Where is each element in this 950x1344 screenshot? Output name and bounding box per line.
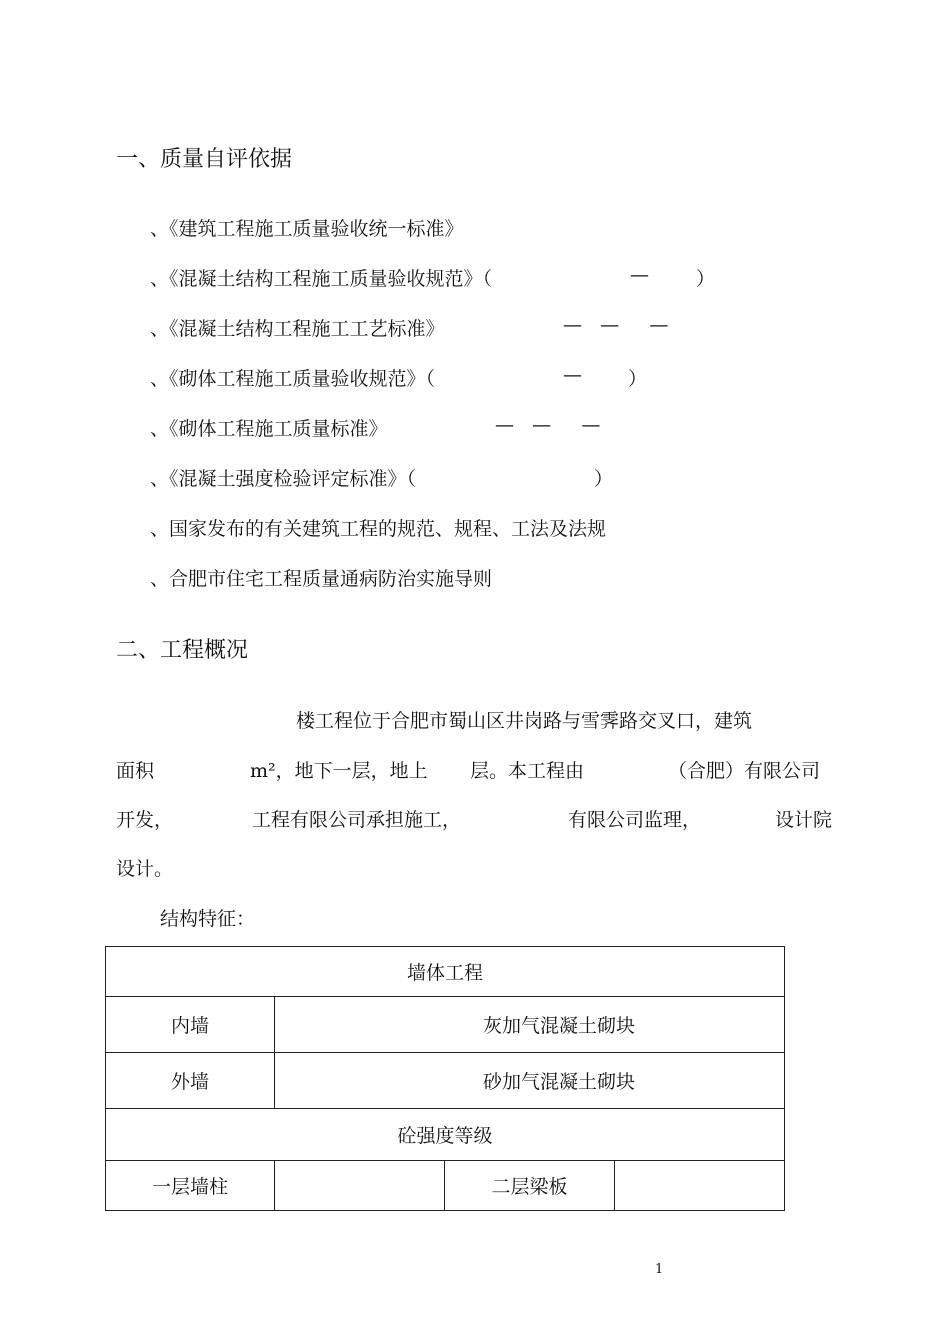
basis-item-4-dash: — bbox=[563, 364, 582, 386]
basis-item-4: 、《砌体工程施工质量验收规范》（ bbox=[150, 368, 436, 390]
floor2-beam-slab-label: 二层梁板 bbox=[445, 1161, 615, 1211]
section-1-title: 一、质量自评依据 bbox=[116, 147, 293, 172]
outer-wall-label: 外墙 bbox=[106, 1053, 275, 1109]
basis-item-3: 、《混凝土结构工程施工工艺标准》 bbox=[150, 318, 445, 340]
table-row bbox=[106, 997, 785, 1053]
basis-item-2: 、《混凝土结构工程施工质量验收规范》（ bbox=[150, 268, 493, 290]
page-number: 1 bbox=[655, 1262, 664, 1277]
concrete-grade-header-cell: 砼强度等级 bbox=[106, 1109, 785, 1161]
basis-item-5-dashes: — — — bbox=[495, 414, 601, 436]
overview-line-3-a: 开发， bbox=[116, 809, 174, 831]
overview-line-3-c: 有限公司监理， bbox=[568, 809, 702, 831]
overview-line-4: 设计。 bbox=[116, 858, 174, 880]
wall-header-cell: 墙体工程 bbox=[106, 947, 785, 997]
basis-item-2-dash: — bbox=[630, 264, 649, 286]
basis-item-2-close: ） bbox=[696, 268, 716, 290]
basis-item-7: 、国家发布的有关建筑工程的规范、规程、工法及法规 bbox=[150, 518, 607, 540]
overview-line-2-d: （合肥）有限公司 bbox=[668, 760, 821, 782]
table-row bbox=[106, 947, 785, 997]
overview-line-3-d: 设计院 bbox=[775, 809, 833, 831]
structure-label: 结构特征： bbox=[160, 908, 256, 930]
basis-item-6-close: ） bbox=[594, 468, 614, 490]
overview-line-3-b: 工程有限公司承担施工， bbox=[252, 809, 462, 831]
table-row bbox=[106, 1053, 785, 1109]
basis-item-5: 、《砌体工程施工质量标准》 bbox=[150, 418, 388, 440]
table-row bbox=[106, 1109, 785, 1161]
overview-line-2-a: 面积 bbox=[116, 760, 155, 782]
floor1-wall-column-label: 一层墙柱 bbox=[106, 1161, 275, 1211]
overview-line-1: 楼工程位于合肥市蜀山区井岗路与雪霁路交叉口，建筑 bbox=[296, 710, 753, 732]
basis-item-4-close: ） bbox=[628, 368, 648, 390]
table-row bbox=[106, 1161, 785, 1211]
floor2-beam-slab-value bbox=[615, 1161, 785, 1211]
floor1-wall-column-value bbox=[275, 1161, 445, 1211]
overview-line-2-b: m²，地下一层，地上 bbox=[250, 760, 428, 782]
inner-wall-label: 内墙 bbox=[106, 997, 275, 1053]
basis-item-1: 、《建筑工程施工质量验收统一标准》 bbox=[150, 218, 464, 240]
outer-wall-value: 砂加气混凝土砌块 bbox=[275, 1053, 785, 1109]
inner-wall-value: 灰加气混凝土砌块 bbox=[275, 997, 785, 1053]
section-2-title: 二、工程概况 bbox=[116, 638, 249, 663]
basis-item-6: 、《混凝土强度检验评定标准》（ bbox=[150, 468, 417, 490]
basis-item-3-dashes: — — — bbox=[563, 314, 669, 336]
overview-line-2-c: 层。本工程由 bbox=[470, 760, 585, 782]
structure-table bbox=[105, 946, 785, 1211]
basis-item-8: 、合肥市住宅工程质量通病防治实施导则 bbox=[150, 568, 493, 590]
